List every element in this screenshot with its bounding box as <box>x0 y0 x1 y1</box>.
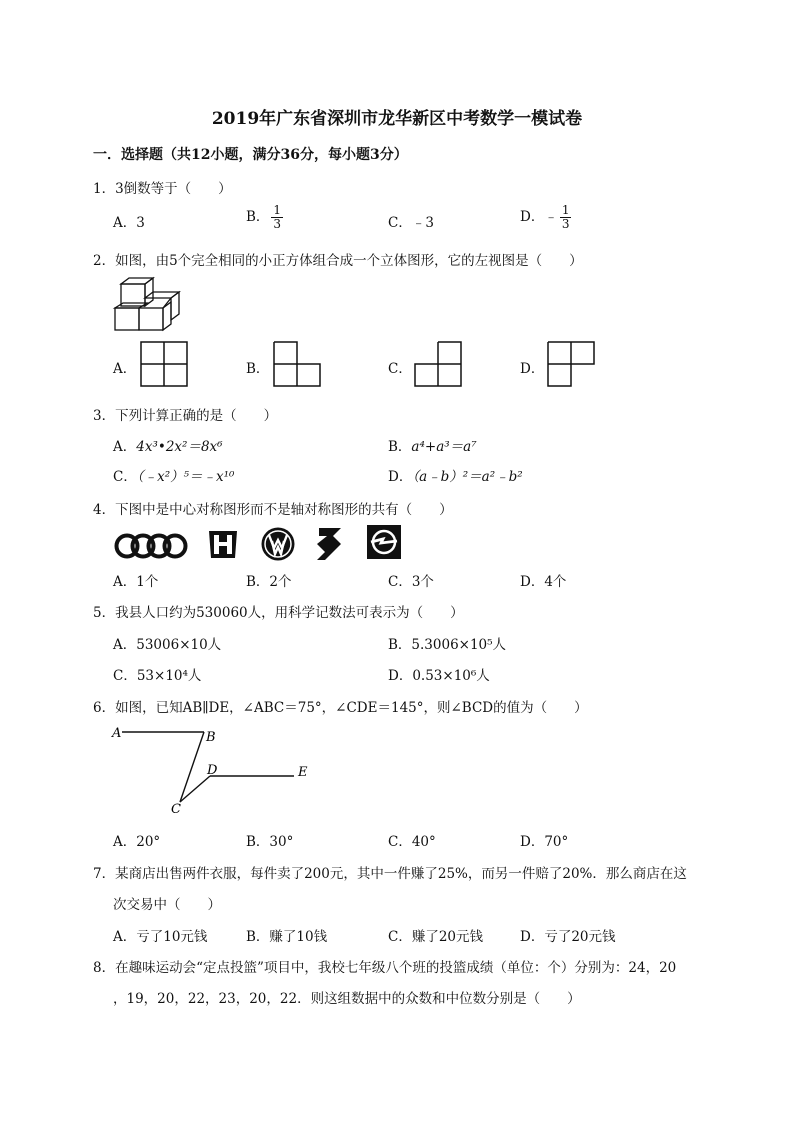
question-6-stem: 6．如图，已知AB∥DE，∠ABC＝75°，∠CDE＝145°，则∠BCD的值为（ ） <box>93 700 588 716</box>
option-expression: 4x³•2x²＝8x⁶ <box>136 439 223 455</box>
vw-logo-icon <box>260 526 296 562</box>
question-7-stem-line-1: 7．某商店出售两件衣服，每件卖了200元，其中一件赚了25%，而另一件赔了20%．那么商店在这 <box>93 866 687 882</box>
s-logo-icon <box>313 526 345 562</box>
h-logo-icon <box>206 527 240 561</box>
fraction-numerator: 1 <box>273 203 282 217</box>
question-7-option-d: D．亏了20元钱 <box>520 929 616 945</box>
question-6-option-c: C．40° <box>388 834 436 850</box>
question-1-option-a: A．3 <box>113 215 145 231</box>
option-label: B． <box>388 439 412 455</box>
question-3-option-d <box>388 465 523 485</box>
option-label: B． <box>246 209 270 225</box>
question-4-option-d: D．4个 <box>520 574 567 590</box>
question-7-stem-line-2: 次交易中（ ） <box>113 897 221 913</box>
question-5-stem: 5．我县人口约为530060人，用科学记数法可表示为（ ） <box>93 605 464 621</box>
section-heading: 一．选择题（共12小题，满分36分，每小题3分） <box>93 147 408 163</box>
question-2-stem: 2．如图，由5个完全相同的小正方体组合成一个立体图形，它的左视图是（ ） <box>93 253 583 269</box>
point-d-label: D <box>207 763 218 778</box>
fraction <box>271 204 283 231</box>
option-label: D． <box>388 469 413 485</box>
question-4-option-c: C．3个 <box>388 574 434 590</box>
point-b-label: B <box>206 730 216 745</box>
question-2-option-a: A． <box>113 361 137 377</box>
option-label: C． <box>113 469 137 485</box>
question-5-option-a: A．53006×10人 <box>113 637 222 653</box>
four-rings-logo-icon <box>113 532 191 560</box>
view-a-figure <box>140 341 188 387</box>
cube-stack-figure <box>113 276 188 334</box>
question-1-option-c: C．﹣3 <box>388 215 434 231</box>
point-e-label: E <box>298 765 308 780</box>
fraction-denominator: 3 <box>561 217 570 231</box>
question-4-option-a: A．1个 <box>113 574 159 590</box>
question-6-option-b: B．30° <box>246 834 294 850</box>
question-7-option-b: B．赚了10钱 <box>246 929 328 945</box>
question-3-stem: 3．下列计算正确的是（ ） <box>93 408 278 424</box>
page-title: 2019年广东省深圳市龙华新区中考数学一模试卷 <box>211 109 583 129</box>
question-5-option-b: B．5.3006×10⁵人 <box>388 637 507 653</box>
question-6-option-d: D．70° <box>520 834 569 850</box>
question-3-option-b <box>388 435 477 455</box>
option-expression: a⁴+a³＝a⁷ <box>411 439 477 455</box>
question-8-stem-line-1: 8．在趣味运动会“定点投篮”项目中，我校七年级八个班的投篮成绩（单位：个）分别为：24，20 <box>93 960 677 976</box>
question-7-option-a: A．亏了10元钱 <box>113 929 208 945</box>
question-2-option-c: C． <box>388 361 412 377</box>
question-4-option-b: B．2个 <box>246 574 292 590</box>
question-2-option-b: B． <box>246 361 270 377</box>
question-5-option-d: D．0.53×10⁶人 <box>388 668 490 684</box>
question-1-option-d <box>520 204 571 231</box>
question-1-option-b <box>246 204 283 231</box>
view-b-figure <box>273 341 321 387</box>
view-c-figure <box>414 341 462 387</box>
option-label: A． <box>113 439 137 455</box>
fraction <box>560 204 572 231</box>
fraction-numerator: 1 <box>561 203 570 217</box>
option-expression: （a﹣b）²＝a²﹣b² <box>412 469 523 485</box>
fraction-denominator: 3 <box>273 217 282 231</box>
question-7-option-c: C．赚了20元钱 <box>388 929 484 945</box>
parallel-lines-figure <box>110 724 325 816</box>
question-8-stem-line-2: ，19，20，22，23，20，22．则这组数据中的众数和中位数分别是（ ） <box>113 991 581 1007</box>
point-a-label: A <box>112 726 122 741</box>
view-d-figure <box>547 341 595 387</box>
question-3-option-c <box>113 465 234 485</box>
option-expression: （﹣x²）⁵＝﹣x¹⁰ <box>136 469 235 485</box>
question-5-option-c: C．53×10⁴人 <box>113 668 202 684</box>
question-6-option-a: A．20° <box>113 834 161 850</box>
question-4-stem: 4．下图中是中心对称图形而不是轴对称图形的共有（ ） <box>93 502 453 518</box>
question-3-option-a <box>113 435 223 455</box>
option-label: D．﹣ <box>520 209 558 225</box>
point-c-label: C <box>171 802 181 817</box>
question-2-option-d: D． <box>520 361 545 377</box>
question-1-stem: 1．3倒数等于（ ） <box>93 181 232 197</box>
lightning-logo-icon <box>366 524 402 560</box>
